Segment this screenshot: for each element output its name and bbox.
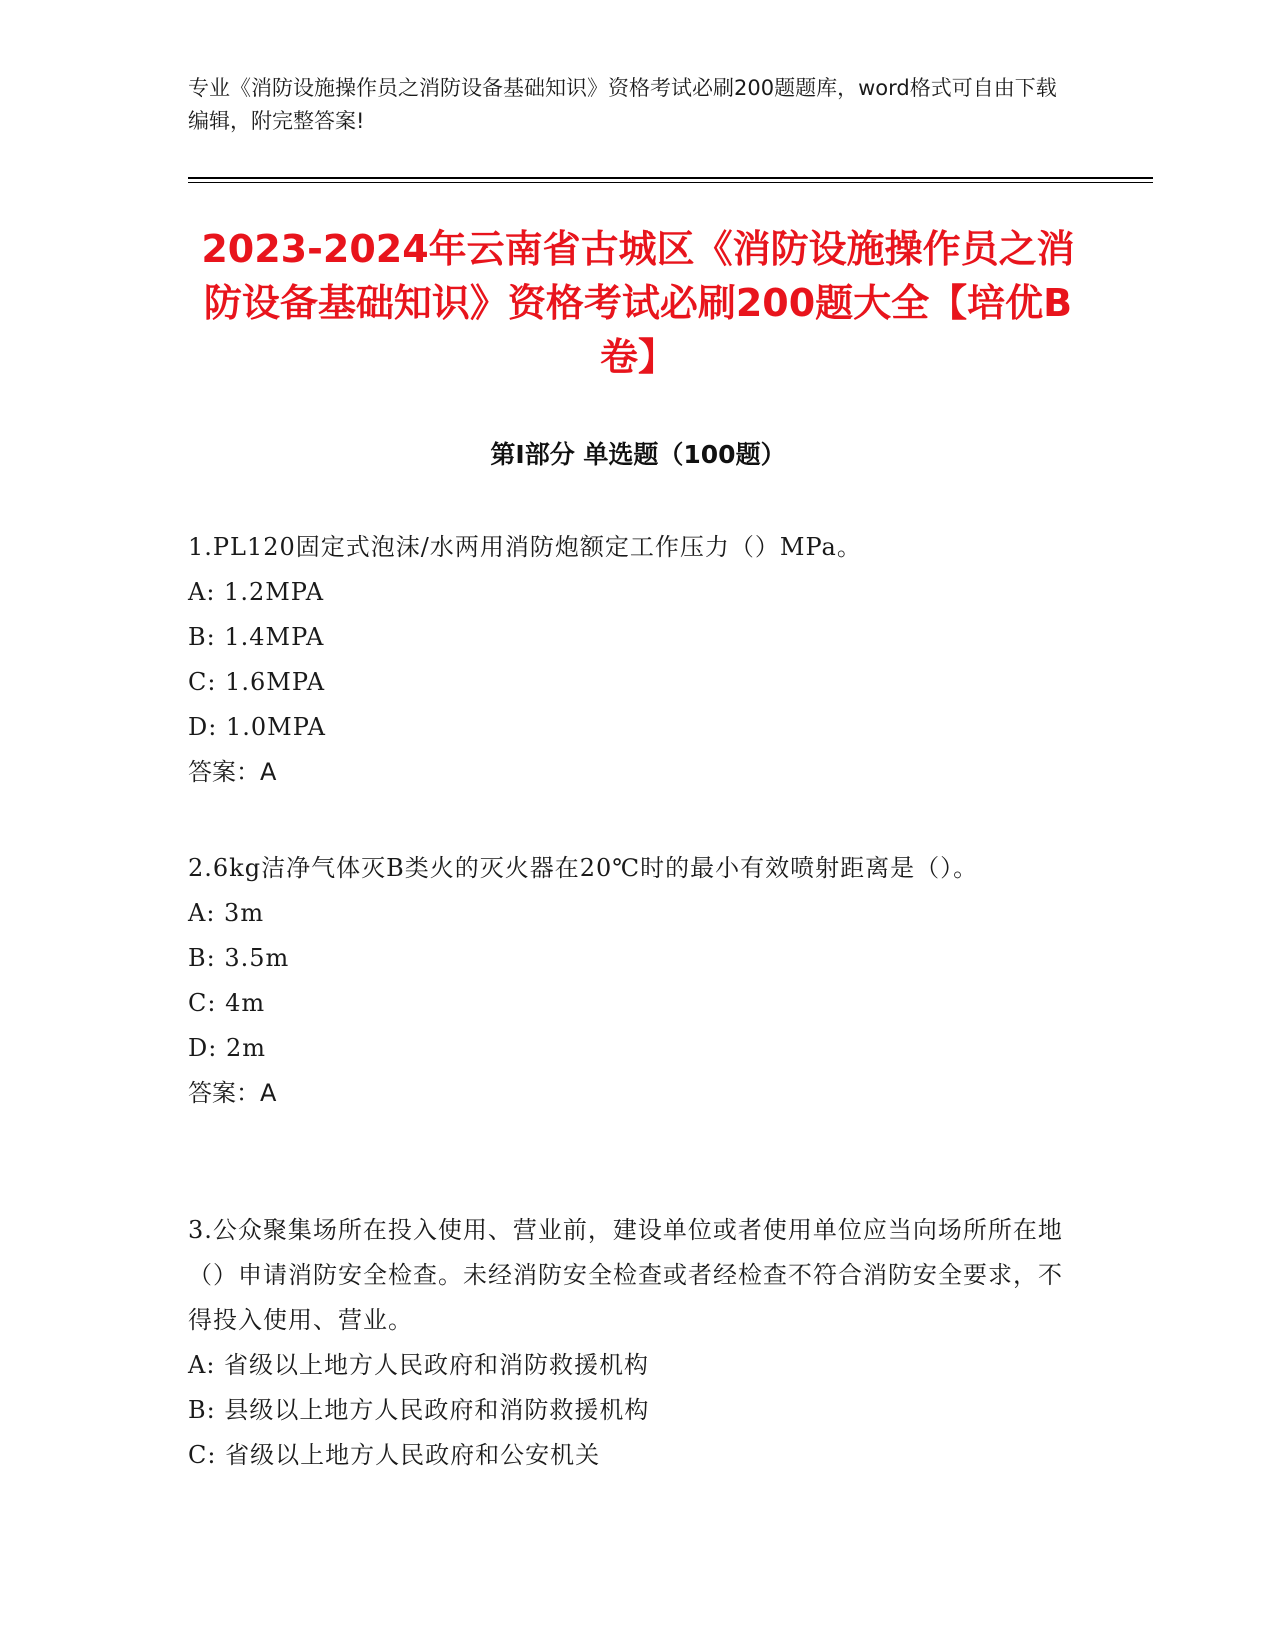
option-c: C: 4m [188, 989, 266, 1017]
answer: 答案：A [188, 1079, 277, 1107]
question-3 [188, 1208, 1068, 1478]
option-d: D: 1.0MPA [188, 713, 326, 741]
option-a: A: 3m [188, 899, 265, 927]
document-title: 2023-2024年云南省古城区《消防设施操作员之消防设备基础知识》资格考试必刷200题大全【培优B卷】 [201, 227, 1075, 379]
question-stem: 2.6kg洁净气体灭B类火的灭火器在20℃时的最小有效喷射距离是（）。 [188, 854, 979, 882]
option-c: C: 1.6MPA [188, 668, 326, 696]
option-a: A: 省级以上地方人民政府和消防救援机构 [188, 1351, 650, 1379]
question-stem: 3.公众聚集场所在投入使用、营业前，建设单位或者使用单位应当向场所所在地（）申请消防安全检查。未经消防安全检查或者经检查不符合消防安全要求，不得投入使用、营业。 [188, 1216, 1063, 1334]
answer: 答案：A [188, 758, 277, 786]
option-a: A: 1.2MPA [188, 578, 325, 606]
option-b: B: 县级以上地方人民政府和消防救援机构 [188, 1396, 650, 1424]
option-b: B: 1.4MPA [188, 623, 325, 651]
question-1 [188, 525, 1068, 795]
header-divider-thick [188, 177, 1153, 179]
option-d: D: 2m [188, 1034, 266, 1062]
question-2 [188, 846, 1068, 1116]
option-b: B: 3.5m [188, 944, 290, 972]
header-note: 专业《消防设施操作员之消防设备基础知识》资格考试必刷200题题库，word格式可自由下载编辑，附完整答案! [188, 76, 1057, 133]
section-heading: 第I部分 单选题（100题） [490, 440, 786, 469]
header-divider-thin [188, 182, 1153, 183]
question-stem: 1.PL120固定式泡沫/水两用消防炮额定工作压力（）MPa。 [188, 533, 862, 561]
option-c: C: 省级以上地方人民政府和公安机关 [188, 1441, 601, 1469]
